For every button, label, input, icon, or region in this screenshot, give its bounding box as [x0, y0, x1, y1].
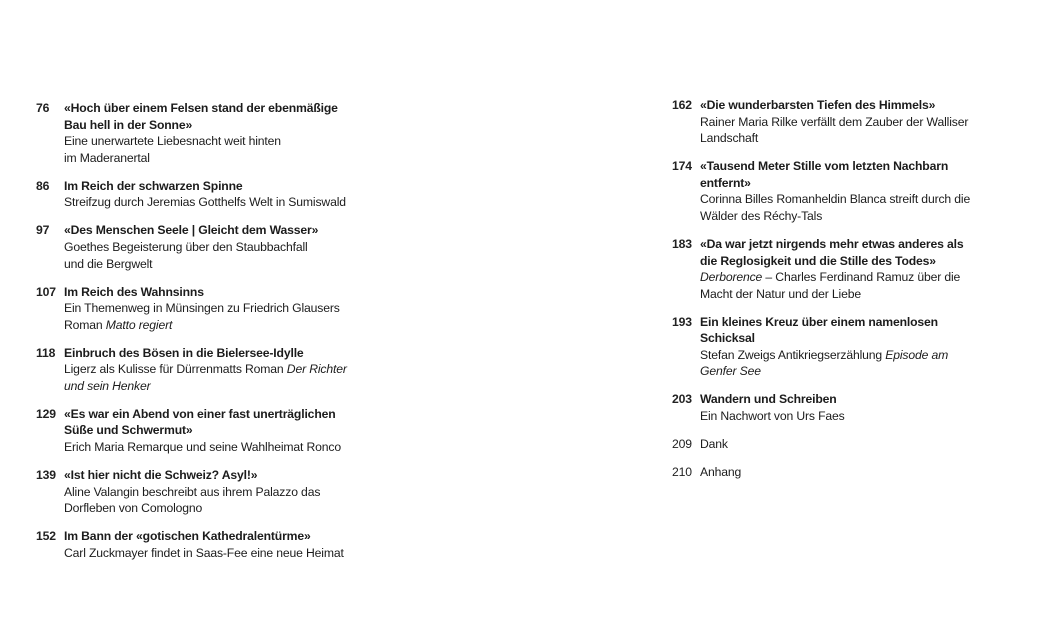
- chapter-title: [64, 100, 366, 133]
- chapter-subtitle-line: [700, 191, 982, 208]
- subtitle-text: Eine unerwartete Liebesnacht weit hinten: [64, 134, 281, 149]
- entry-body: [64, 528, 366, 561]
- toc-entry: [36, 345, 366, 395]
- toc-entry: [672, 436, 982, 453]
- entry-body: [64, 178, 366, 211]
- subtitle-text: Erich Maria Remarque und seine Wahlheimat Ronco: [64, 440, 342, 455]
- subtitle-text: Dorfleben von Comologno: [64, 501, 203, 516]
- subtitle-text: Streifzug durch Jeremias Gotthelfs Welt in Sumiswald: [64, 195, 346, 210]
- chapter-subtitle-line: [64, 239, 366, 256]
- entry-body: [700, 158, 982, 224]
- chapter-subtitle: [700, 408, 982, 425]
- toc-entry: [36, 284, 366, 334]
- chapter-subtitle-line: [700, 408, 982, 425]
- entry-body: [700, 97, 982, 147]
- chapter-subtitle: [64, 439, 366, 456]
- chapter-subtitle-line: [700, 114, 982, 131]
- chapter-subtitle: [64, 300, 366, 333]
- page-number: 162: [672, 98, 692, 112]
- work-title-italic: Matto regiert: [105, 317, 173, 332]
- page-number: 118: [36, 345, 56, 360]
- entry-body: [64, 467, 366, 517]
- toc-entry: [672, 158, 982, 224]
- subtitle-text: Ligerz als Kulisse für Dürrenmatts Roman: [64, 362, 287, 377]
- chapter-title-line: «Die wunderbarsten Tiefen des Himmels»: [700, 98, 936, 112]
- page-number: 174: [672, 159, 692, 174]
- chapter-subtitle-line: [700, 363, 982, 380]
- chapter-title: [64, 528, 366, 545]
- chapter-title-line: Im Reich der schwarzen Spinne: [64, 178, 243, 193]
- chapter-title-line: «Da war jetzt nirgends mehr etwas anderes als: [700, 236, 964, 251]
- chapter-title-line: Schicksal: [700, 331, 755, 346]
- chapter-subtitle-line: [700, 347, 982, 364]
- chapter-title-line: Bau hell in der Sonne»: [64, 117, 193, 132]
- work-title-italic: und sein Henker: [64, 378, 151, 393]
- subtitle-text: im Maderanertal: [64, 150, 150, 165]
- chapter-title-line: «Tausend Meter Stille vom letzten Nachbarn: [700, 159, 949, 174]
- chapter-subtitle-line: [64, 300, 366, 317]
- entry-body: [700, 464, 982, 481]
- chapter-subtitle-line: [64, 256, 366, 273]
- chapter-title-line: «Des Menschen Seele | Gleicht dem Wasser»: [64, 223, 319, 238]
- chapter-title: [700, 97, 982, 114]
- toc-entry: [672, 464, 982, 481]
- chapter-subtitle: [64, 545, 366, 562]
- toc-entry: [672, 236, 982, 302]
- page-number: 209: [672, 437, 692, 452]
- chapter-title-line: Im Reich des Wahnsinns: [64, 284, 204, 299]
- toc-entry: [672, 391, 982, 424]
- chapter-subtitle-line: [64, 133, 366, 150]
- chapter-title-line: Ein kleines Kreuz über einem namenlosen: [700, 314, 938, 329]
- toc-entry: [36, 406, 366, 456]
- subtitle-text: und die Bergwelt: [64, 256, 153, 271]
- entry-body: [64, 406, 366, 456]
- chapter-title: [700, 391, 982, 408]
- subtitle-text: Stefan Zweigs Antikriegserzählung: [700, 347, 886, 362]
- subtitle-text: – Charles Ferdinand Ramuz über die: [762, 270, 961, 285]
- chapter-title: [700, 464, 982, 481]
- chapter-subtitle-line: [700, 208, 982, 225]
- page-number: 139: [36, 468, 56, 483]
- chapter-subtitle: [700, 114, 982, 147]
- page-number: 76: [36, 101, 50, 115]
- page-number: 86: [36, 178, 50, 193]
- subtitle-text: Carl Zuckmayer findet in Saas-Fee eine neue Heimat: [64, 545, 344, 560]
- toc-entry: [36, 178, 366, 211]
- entry-body: [700, 314, 982, 380]
- page-number: 203: [672, 392, 692, 407]
- subtitle-text: Ein Themenweg in Münsingen zu Friedrich Glausers: [64, 301, 340, 316]
- chapter-subtitle: [700, 347, 982, 380]
- subtitle-text: Macht der Natur und der Liebe: [700, 286, 861, 301]
- entry-body: [64, 284, 366, 334]
- chapter-subtitle: [64, 239, 366, 272]
- chapter-subtitle-line: [700, 130, 982, 147]
- entry-body: [700, 436, 982, 453]
- toc-entry: [36, 222, 366, 272]
- chapter-title: [64, 222, 366, 239]
- chapter-title-line: Dank: [700, 437, 728, 452]
- page-number: 129: [36, 406, 56, 421]
- chapter-subtitle-line: [64, 439, 366, 456]
- work-title-italic: Genfer See: [700, 364, 761, 379]
- chapter-title-line: Anhang: [700, 465, 742, 480]
- work-title-italic: Episode am: [885, 347, 949, 362]
- chapter-subtitle-line: [64, 484, 366, 501]
- page-number: 183: [672, 236, 692, 251]
- page-number: 152: [36, 529, 56, 544]
- page-number: 210: [672, 465, 692, 480]
- toc-entry: [36, 528, 366, 561]
- chapter-title: [64, 467, 366, 484]
- chapter-title-line: Einbruch des Bösen in die Bielersee-Idylle: [64, 345, 304, 360]
- chapter-title: [700, 436, 982, 453]
- chapter-subtitle: [64, 484, 366, 517]
- chapter-title-line: «Ist hier nicht die Schweiz? Asyl!»: [64, 468, 258, 483]
- toc-right-column: [672, 97, 982, 492]
- chapter-subtitle: [64, 361, 366, 394]
- chapter-subtitle: [700, 191, 982, 224]
- chapter-subtitle-line: [700, 269, 982, 286]
- chapter-title-line: «Es war ein Abend von einer fast unerträglichen: [64, 406, 336, 421]
- chapter-title: [700, 236, 982, 269]
- chapter-title: [64, 178, 366, 195]
- chapter-title-line: Im Bann der «gotischen Kathedralentürme»: [64, 529, 311, 544]
- chapter-subtitle-line: [700, 286, 982, 303]
- work-title-italic: Der Richter: [286, 362, 347, 377]
- toc-entry: [672, 314, 982, 380]
- subtitle-text: Wälder des Réchy-Tals: [700, 208, 823, 223]
- chapter-subtitle-line: [64, 194, 366, 211]
- chapter-subtitle: [64, 133, 366, 166]
- entry-body: [700, 236, 982, 302]
- chapter-title: [700, 314, 982, 347]
- subtitle-text: Goethes Begeisterung über den Staubbachfall: [64, 239, 308, 254]
- chapter-title-line: Wandern und Schreiben: [700, 392, 837, 407]
- chapter-title: [64, 345, 366, 362]
- entry-body: [64, 345, 366, 395]
- subtitle-text: Roman: [64, 317, 106, 332]
- chapter-subtitle-line: [64, 150, 366, 167]
- entry-body: [64, 100, 366, 166]
- toc-left-column: [36, 100, 366, 573]
- entry-body: [700, 391, 982, 424]
- chapter-subtitle-line: [64, 317, 366, 334]
- subtitle-text: Landschaft: [700, 131, 759, 146]
- entry-body: [64, 222, 366, 272]
- toc-entry: [672, 97, 982, 147]
- subtitle-text: Ein Nachwort von Urs Faes: [700, 409, 845, 424]
- chapter-subtitle-line: [64, 378, 366, 395]
- subtitle-text: Corinna Billes Romanheldin Blanca streift durch die: [700, 192, 971, 207]
- chapter-subtitle: [64, 194, 366, 211]
- chapter-title-line: die Reglosigkeit und die Stille des Todes»: [700, 253, 936, 268]
- chapter-subtitle-line: [64, 545, 366, 562]
- toc-entry: [36, 467, 366, 517]
- chapter-subtitle: [700, 269, 982, 302]
- page-number: 107: [36, 284, 56, 299]
- chapter-title: [64, 406, 366, 439]
- chapter-subtitle-line: [64, 361, 366, 378]
- page-number: 193: [672, 314, 692, 329]
- chapter-subtitle-line: [64, 500, 366, 517]
- chapter-title: [64, 284, 366, 301]
- toc-entry: [36, 100, 366, 166]
- chapter-title-line: «Hoch über einem Felsen stand der ebenmäßige: [64, 101, 338, 115]
- work-title-italic: Derborence: [700, 270, 763, 285]
- subtitle-text: Aline Valangin beschreibt aus ihrem Palazzo das: [64, 484, 321, 499]
- chapter-title-line: Süße und Schwermut»: [64, 423, 193, 438]
- page-number: 97: [36, 223, 50, 238]
- chapter-title-line: entfernt»: [700, 175, 751, 190]
- chapter-title: [700, 158, 982, 191]
- subtitle-text: Rainer Maria Rilke verfällt dem Zauber der Walliser: [700, 114, 969, 129]
